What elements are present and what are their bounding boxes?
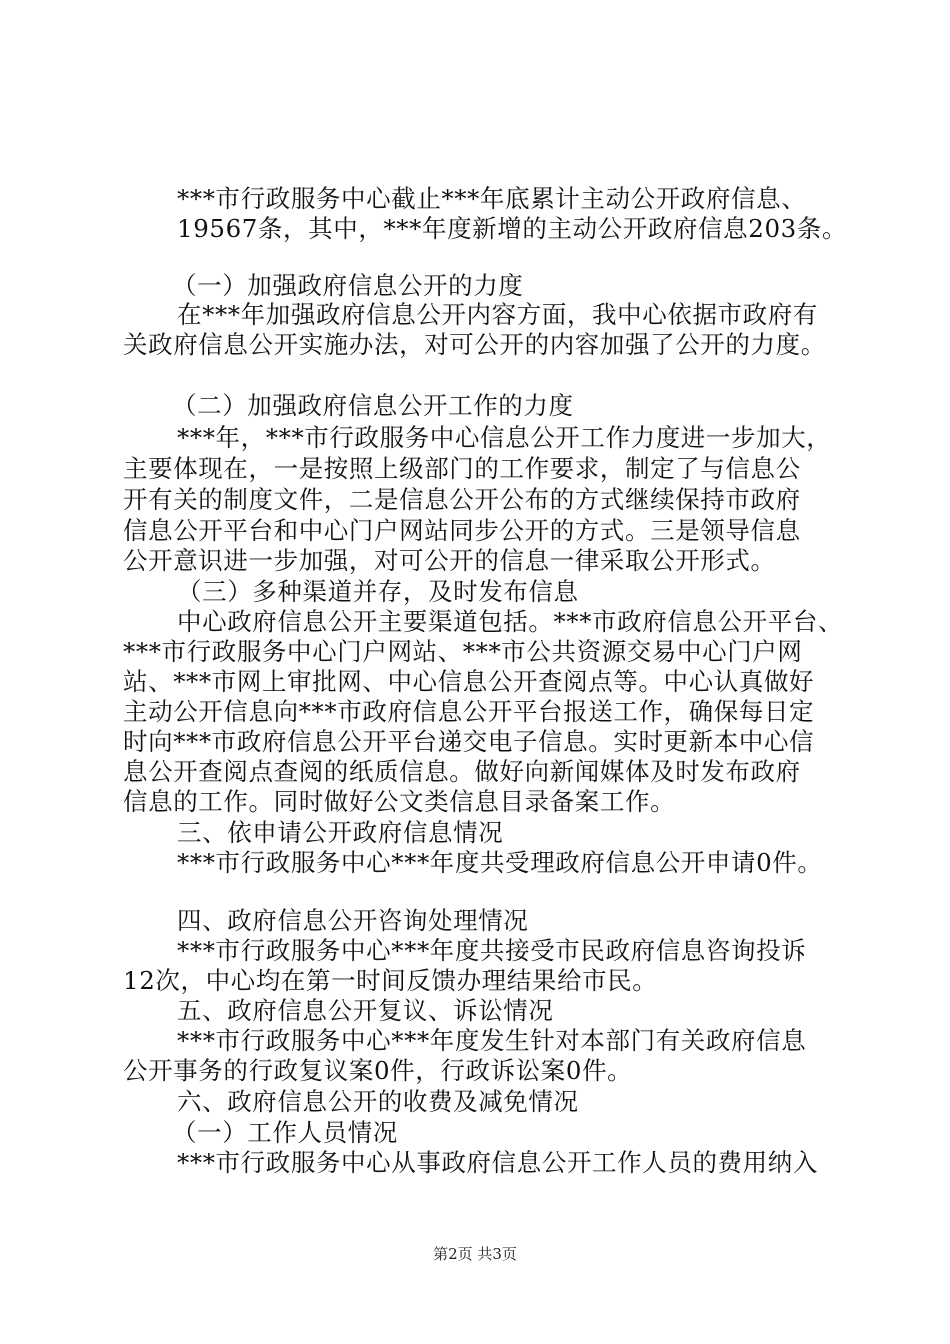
- text-line: ***市行政服务中心***年度共接受市民政府信息咨询投诉: [177, 936, 807, 965]
- section-heading: 六、政府信息公开的收费及减免情况: [177, 1087, 579, 1116]
- text-line: 关政府信息公开实施办法，对可公开的内容加强了公开的力度。: [123, 330, 826, 359]
- section-heading: （一）工作人员情况: [172, 1118, 398, 1147]
- section-heading: （一）加强政府信息公开的力度: [172, 271, 524, 300]
- text-line: 开有关的制度文件，二是信息公开公布的方式继续保持市政府: [123, 485, 801, 514]
- text-line: ***市行政服务中心***年度共受理政府信息公开申请0件。: [177, 848, 823, 877]
- section-heading: （三）多种渠道并存，及时发布信息: [177, 577, 579, 606]
- section-heading: 五、政府信息公开复议、诉讼情况: [177, 996, 554, 1025]
- section-heading: 三、依申请公开政府信息情况: [177, 818, 504, 847]
- text-line: 中心政府信息公开主要渠道包括。***市政府信息公开平台、: [177, 607, 844, 636]
- text-line: ***市行政服务中心***年度发生针对本部门有关政府信息: [177, 1026, 807, 1055]
- text-line: ***市行政服务中心截止***年底累计主动公开政府信息、: [177, 184, 807, 213]
- text-line: 公开意识进一步加强，对可公开的信息一律采取公开形式。: [123, 546, 776, 575]
- text-line: 主动公开信息向***市政府信息公开平台报送工作，确保每日定: [123, 697, 815, 726]
- text-line: 在***年加强政府信息公开内容方面，我中心依据市政府有: [177, 300, 818, 329]
- text-line: 信息公开平台和中心门户网站同步公开的方式。三是领导信息: [123, 516, 801, 545]
- text-line: 信息的工作。同时做好公文类信息目录备案工作。: [123, 787, 676, 816]
- text-line: ***市行政服务中心从事政府信息公开工作人员的费用纳入: [177, 1148, 818, 1177]
- section-heading: （二）加强政府信息公开工作的力度: [172, 391, 574, 420]
- text-line: 息公开查阅点查阅的纸质信息。做好向新闻媒体及时发布政府: [123, 757, 801, 786]
- text-line: ***年，***市行政服务中心信息公开工作力度进一步加大，: [177, 423, 832, 452]
- text-line: 时向***市政府信息公开平台递交电子信息。实时更新本中心信: [123, 727, 815, 756]
- section-heading: 四、政府信息公开咨询处理情况: [177, 906, 529, 935]
- text-line: 公开事务的行政复议案0件，行政诉讼案0件。: [123, 1056, 633, 1085]
- text-line: 主要体现在，一是按照上级部门的工作要求，制定了与信息公: [123, 454, 801, 483]
- text-line: ***市行政服务中心门户网站、***市公共资源交易中心门户网: [123, 637, 803, 666]
- text-line: 站、***市网上审批网、中心信息公开查阅点等。中心认真做好: [123, 667, 815, 696]
- text-line: 12次，中心均在第一时间反馈办理结果给市民。: [123, 966, 658, 995]
- page-footer: 第2页 共3页: [433, 1245, 517, 1263]
- text-line: 19567条，其中，***年度新增的主动公开政府信息203条。: [177, 214, 848, 243]
